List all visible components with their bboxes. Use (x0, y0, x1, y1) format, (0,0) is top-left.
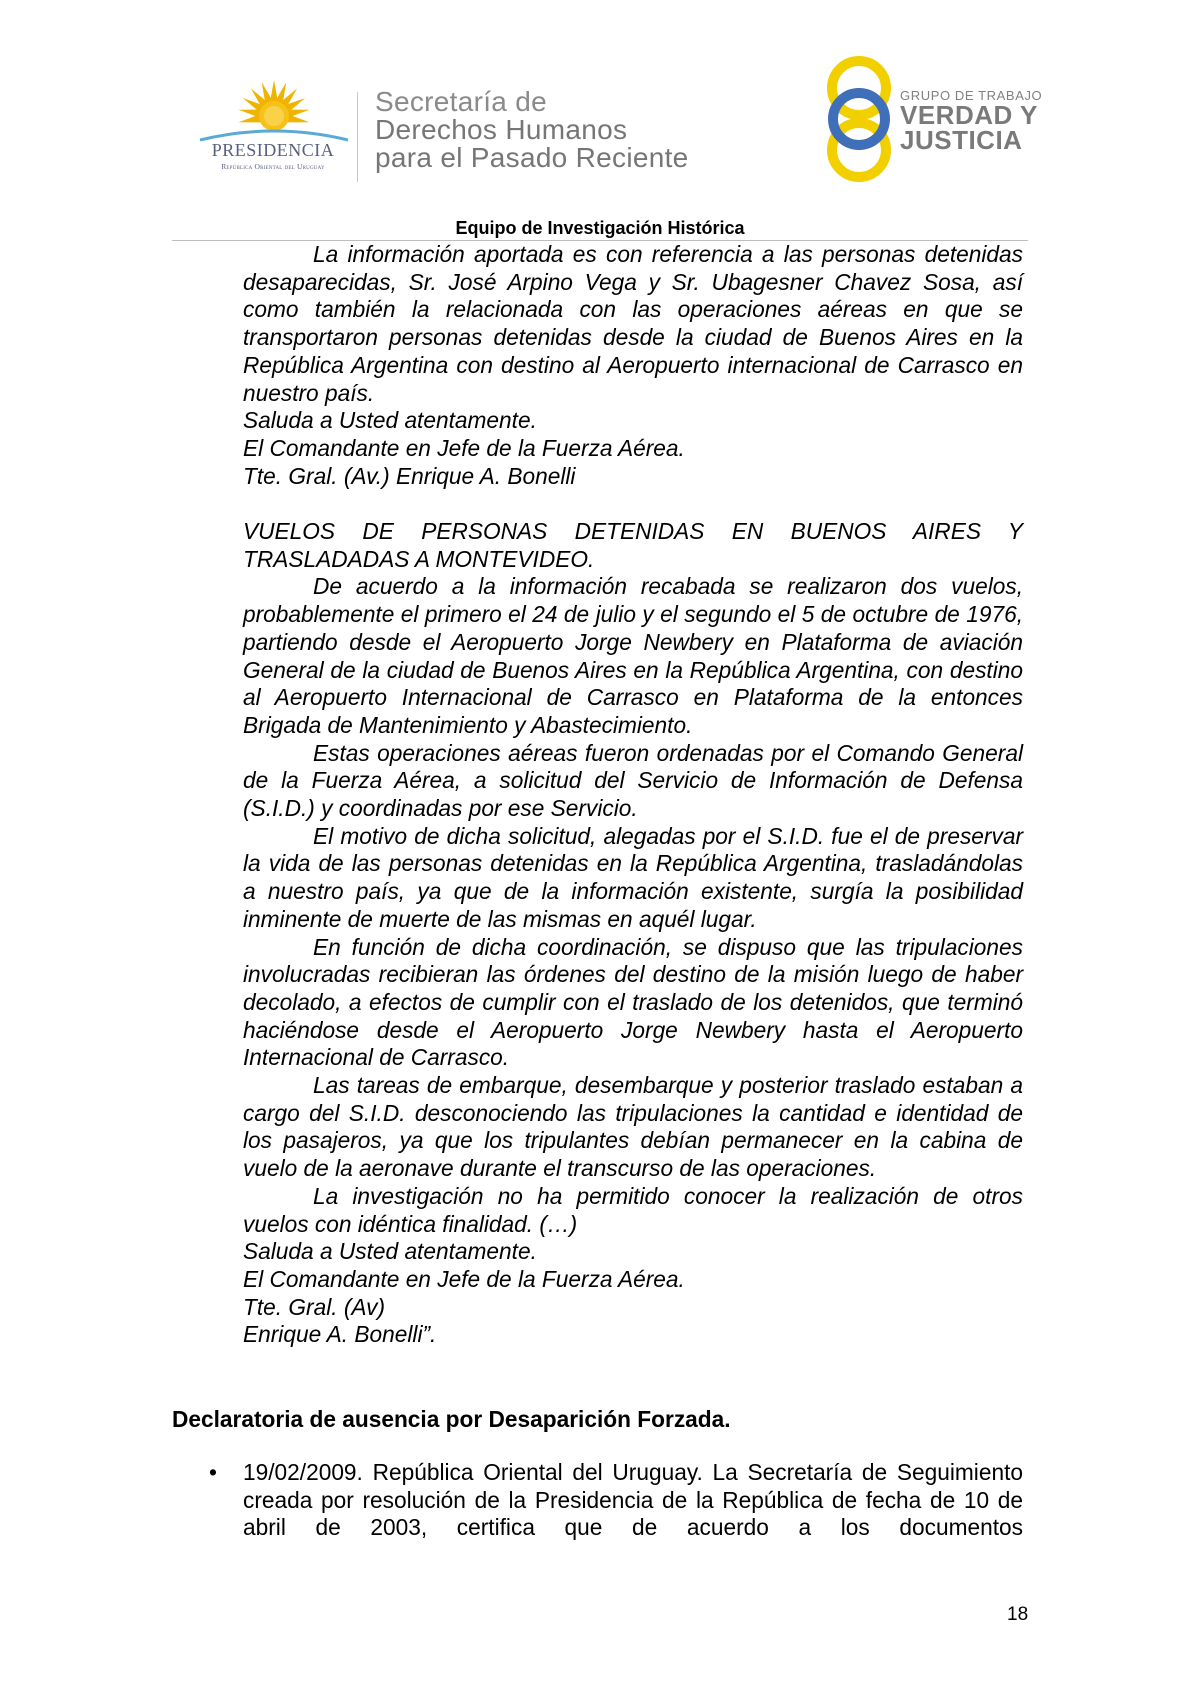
verdad-line-1: VERDAD Y (900, 100, 1038, 130)
secretaria-wordmark (375, 88, 689, 172)
logo-divider (357, 92, 358, 182)
flights-title-line-2: TRASLADADAS A MONTEVIDEO. (243, 545, 595, 572)
verdad-line-2: JUSTICIA (900, 125, 1023, 155)
letter-paragraph: Las tareas de embarque, desembarque y posterior traslado estaban a cargo del S.I.D. desconociendo las tripulaciones la cantidad e identidad de los pasajeros, ya que los tripulantes debían permanecer en la cabina de vuelo de la aeronave durante el transcurso de las operaciones. (243, 1072, 1023, 1182)
letter-closing: Saluda a Usted atentamente. (243, 1238, 537, 1265)
letter-signer-name: Enrique A. Bonelli”. (243, 1321, 437, 1348)
bullet-list (209, 1459, 1023, 1542)
letter-paragraph: La información aportada es con referencia a las personas detenidas desaparecidas, Sr. José Arpino Vega y Sr. Ubagesner Chavez Sosa, así como también la relacionada con las operaciones aéreas en que se transportaron personas detenidas desde la ciudad de Buenos Aires en la República Argentina con destino al Aeropuerto internacional de Carrasco en nuestro país. (243, 241, 1023, 406)
quoted-letter (243, 241, 1023, 1349)
letter-signer-name: Tte. Gral. (Av.) Enrique A. Bonelli (243, 462, 576, 489)
section-heading: Declaratoria de ausencia por Desaparición Forzada. (172, 1406, 731, 1432)
bullet-marker: • (209, 1459, 217, 1485)
letter-signer-role: El Comandante en Jefe de la Fuerza Aérea. (243, 434, 685, 461)
verdad-justicia-wordmark (900, 88, 1042, 153)
secretaria-line-3: para el Pasado Reciente (375, 142, 689, 173)
presidencia-wordmark: PRESIDENCIA (211, 140, 335, 160)
list-item (209, 1459, 1023, 1542)
letter-paragraph: La investigación no ha permitido conocer la realización de otros vuelos con idéntica finalidad. (…) (243, 1182, 1023, 1237)
verdad-small-label: GRUPO DE TRABAJO (900, 88, 1043, 103)
verdad-justicia-logo (822, 56, 896, 182)
flights-title-line-1: VUELOS DE PERSONAS DETENIDAS EN BUENOS AIRES Y (243, 518, 1023, 545)
secretaria-line-1: Secretaría de (375, 86, 547, 117)
letter-signer-rank: Tte. Gral. (Av) (243, 1293, 386, 1320)
secretaria-line-2: Derechos Humanos (375, 114, 628, 145)
blank-line (243, 490, 1023, 518)
letter-paragraph: El motivo de dicha solicitud, alegadas por el S.I.D. fue el de preservar la vida de las personas detenidas en la República Argentina, trasladándolas a nuestro país, ya que de la información existente, surgía la posibilidad inminente de muerte de las mismas en aquél lugar. (243, 822, 1023, 932)
letter-paragraph: Estas operaciones aéreas fueron ordenadas por el Comando General de la Fuerza Aérea, a solicitud del Servicio de Información de Defensa (S.I.D.) y coordinadas por ese Servicio. (243, 739, 1023, 822)
presidencia-subtitle: República Oriental del Uruguay (221, 162, 325, 171)
presidencia-logo (196, 78, 350, 178)
letter-closing: Saluda a Usted atentamente. (243, 407, 537, 434)
interlocked-rings-icon (822, 56, 896, 182)
letter-signer-role: El Comandante en Jefe de la Fuerza Aérea. (243, 1266, 685, 1292)
bullet-text: 19/02/2009. República Oriental del Uruguay. La Secretaría de Seguimiento creada por resolución de la Presidencia de la República de fecha de 10 de abril de 2003, certifica que de acuerdo a los documentos (243, 1459, 1023, 1541)
letter-paragraph: En función de dicha coordinación, se dispuso que las tripulaciones involucradas recibieran las órdenes del destino de la misión luego de haber decolado, a efectos de cumplir con el traslado de los detenidos, que terminó haciéndose desde el Aeropuerto Jorge Newbery hasta el Aeropuerto Internacional de Carrasco. (243, 933, 1023, 1071)
letter-paragraph: De acuerdo a la información recabada se realizaron dos vuelos, probablemente el primero el 24 de julio y el segundo el 5 de octubre de 1976, partiendo desde el Aeropuerto Jorge Newbery en Plataforma de aviación General de la ciudad de Buenos Aires en la República Argentina, con destino al Aeropuerto Internacional de Carrasco en Plataforma de la entonces Brigada de Mantenimiento y Abastecimiento. (243, 573, 1023, 738)
page-number: 18 (1007, 1604, 1029, 1625)
running-header: Equipo de Investigación Histórica (455, 218, 745, 238)
